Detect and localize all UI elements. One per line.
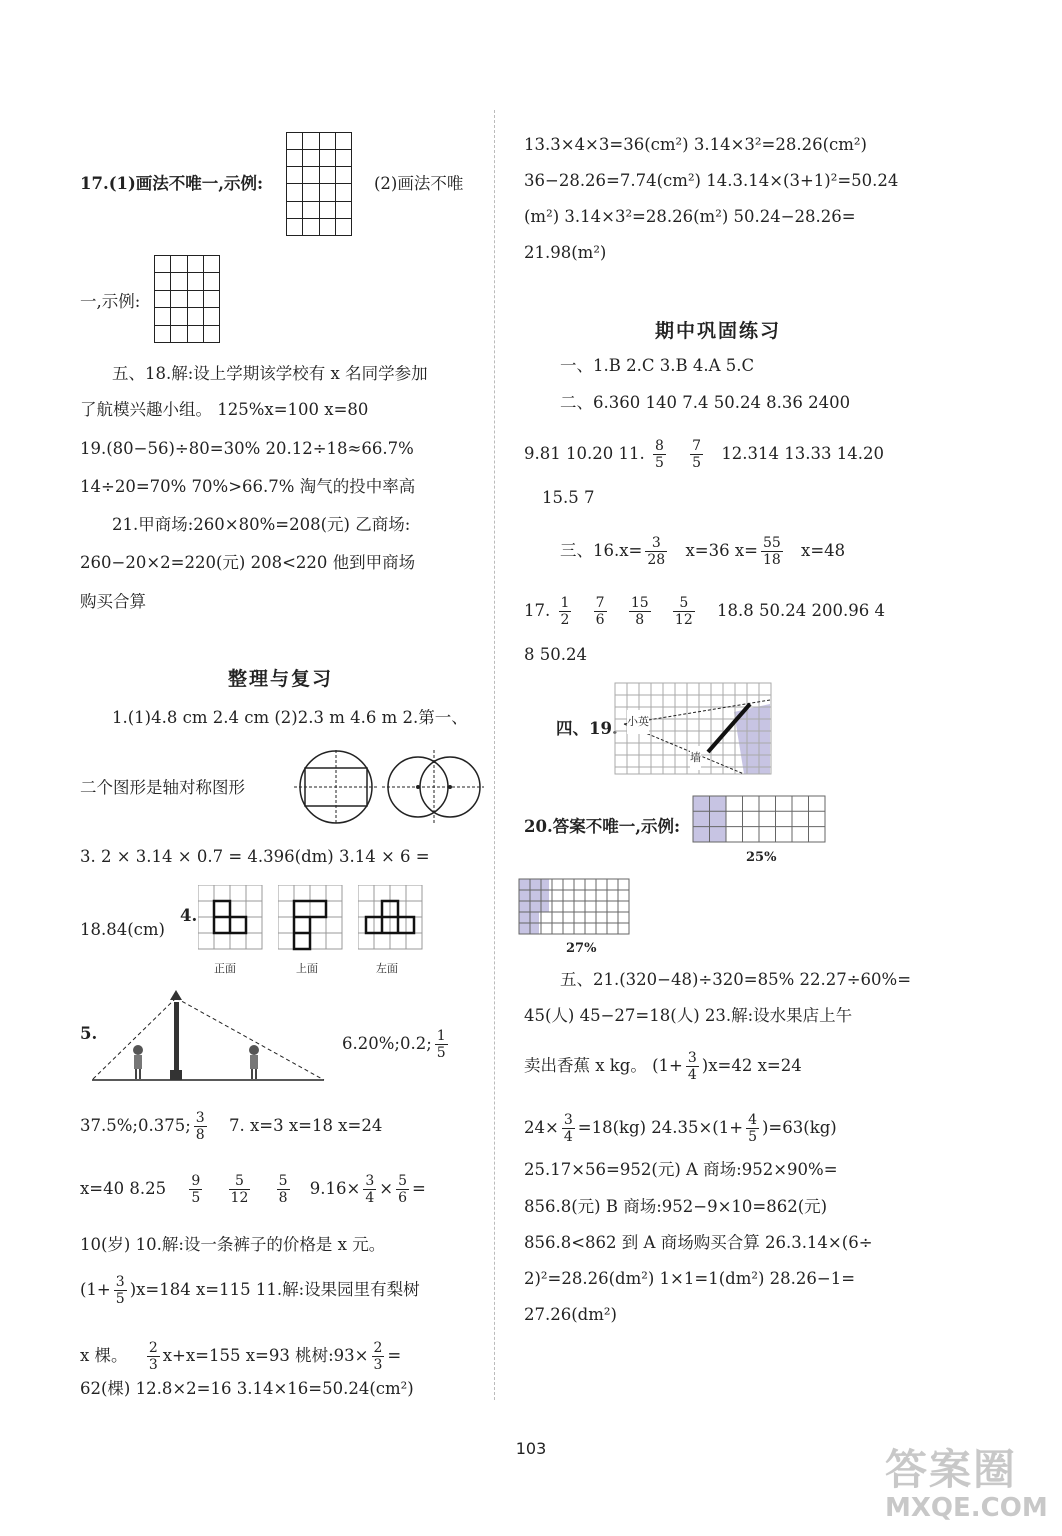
midterm-line-12: 卖出香蕉 x kg。 (1+ $\frac{3}{4}$ )x=42 x=24: [524, 1050, 802, 1083]
percent-grid-25: [692, 795, 826, 843]
review-line-3a: 3. 2 × 3.14 × 0.7 = 4.396(dm) 3.14 × 6 =: [80, 847, 430, 866]
watermark-logo: 答案圈 MXQE.COM: [885, 1445, 1048, 1523]
review-line-6: 6.20%;0.2; $\frac{1}{5}$: [342, 1028, 446, 1061]
percent-grid-27: [518, 878, 630, 936]
q21-line-a: 21.甲商场:260×80%=208(元) 乙商场:: [112, 515, 411, 534]
view-top-label: 上面: [296, 962, 318, 975]
midterm-line-10: 五、21.(320−48)÷320=85% 22.27÷60%=: [560, 970, 912, 989]
midterm-line-16: 856.8<862 到 A 商场购买合算 26.3.14×(6÷: [524, 1233, 873, 1252]
review-line-3b: 18.84(cm): [80, 920, 165, 939]
right-line-1: 13.3×4×3=36(cm²) 3.14×3²=28.26(cm²): [524, 135, 867, 154]
q18-line-b: 了航模兴趣小组。 125%x=100 x=80: [80, 400, 369, 419]
view-front-grid: [198, 885, 264, 951]
review-line-13: 62(棵) 12.8×2=16 3.14×16=50.24(cm²): [80, 1379, 414, 1398]
label-xiaoying: 小英: [627, 710, 649, 734]
q17-line-b: (2)画法不唯: [374, 174, 464, 193]
review-line-7: 37.5%;0.375; $\frac{3}{8}$ 7. x=3 x=18 x=24: [80, 1110, 383, 1143]
q17-grid-2: [154, 255, 220, 343]
midterm-q19-label: 四、19.: [556, 719, 618, 738]
review-line-10: 10(岁) 10.解:设一条裤子的价格是 x 元。: [80, 1235, 386, 1254]
midterm-line-9: 20.答案不唯一,示例:: [524, 817, 681, 836]
review-line-1: 1.(1)4.8 cm 2.4 cm (2)2.3 m 4.6 m 2.第一、: [112, 708, 468, 727]
review-line-2: 二个图形是轴对称图形: [80, 778, 245, 797]
column-divider: [494, 110, 495, 1400]
review-line-8: x=40 8.25 $\frac{9}{5}$ $\frac{5}{12}$ $\frac{5}{8}$ 9.16× $\frac{3}{4}$ × $\frac{5}{6}$ =: [80, 1173, 426, 1206]
midterm-line-6: 17. $\frac{1}{2}$ $\frac{7}{6}$ $\frac{15}{8}$ $\frac{5}{12}$ 18.8 50.24 200.96 4: [524, 595, 885, 628]
q17-line-a: 17.(1)画法不唯一,示例:: [80, 174, 264, 193]
midterm-line-5: 三、16.x= $\frac{3}{28}$ x=36 x= $\frac{55}{18}$ x=48: [560, 535, 846, 568]
q19-line: 19.(80−56)÷80=30% 20.12÷18≈66.7%: [80, 439, 414, 458]
section-heading-review: 整理与复习: [228, 668, 334, 690]
midterm-line-11: 45(人) 45−27=18(人) 23.解:设水果店上午: [524, 1006, 853, 1025]
streetlight-figure: [92, 988, 326, 1083]
page-number: 103: [515, 1439, 547, 1458]
midterm-line-7: 8 50.24: [524, 645, 587, 664]
symmetry-figures: [294, 750, 484, 826]
right-line-2: 36−28.26=7.74(cm²) 14.3.14×(3+1)²=50.24: [524, 171, 899, 190]
q21-line-c: 购买合算: [80, 592, 146, 611]
view-left-grid: [358, 885, 424, 951]
review-q4-label: 4.: [180, 906, 198, 925]
label-wall: 墙: [690, 746, 701, 770]
q18-line-a: 五、18.解:设上学期该学校有 x 名同学参加: [112, 364, 428, 383]
q17-grid-1: [286, 132, 352, 236]
midterm-line-17: 2)²=28.26(dm²) 1×1=1(dm²) 28.26−1=: [524, 1269, 856, 1288]
section-heading-midterm: 期中巩固练习: [655, 320, 782, 342]
midterm-line-4: 15.5 7: [542, 488, 595, 507]
midterm-line-13: 24× $\frac{3}{4}$ =18(kg) 24.35×(1+ $\frac{4}{5}$ )=63(kg): [524, 1112, 837, 1145]
review-line-11: (1+ $\frac{3}{5}$ )x=184 x=115 11.解:设果园里有梨树: [80, 1274, 420, 1307]
view-top-grid: [278, 885, 344, 951]
midterm-line-15: 856.8(元) B 商场:952−9×10=862(元): [524, 1197, 828, 1216]
midterm-line-14: 25.17×56=952(元) A 商场:952×90%=: [524, 1160, 838, 1179]
view-front-label: 正面: [214, 962, 236, 975]
percent-label-27: 27%: [566, 941, 597, 956]
q20-line: 14÷20=70% 70%>66.7% 淘气的投中率高: [80, 477, 416, 496]
midterm-line-2: 二、6.360 140 7.4 50.24 8.36 2400: [560, 393, 851, 412]
percent-label-25: 25%: [746, 850, 777, 865]
midterm-line-1: 一、1.B 2.C 3.B 4.A 5.C: [560, 356, 755, 375]
right-line-4: 21.98(m²): [524, 243, 607, 262]
right-line-3: (m²) 3.14×3²=28.26(m²) 50.24−28.26=: [524, 207, 856, 226]
review-q5-label: 5.: [80, 1024, 98, 1043]
q21-line-b: 260−20×2=220(元) 208<220 他到甲商场: [80, 553, 416, 572]
q17-line-c: 一,示例:: [80, 292, 141, 311]
view-left-label: 左面: [376, 962, 398, 975]
midterm-line-18: 27.26(dm²): [524, 1305, 617, 1324]
midterm-line-3: 9.81 10.20 11. $\frac{8}{5}$ $\frac{7}{5}$ 12.314 13.33 14.20: [524, 438, 885, 471]
review-line-12: x 棵。 $\frac{2}{3}$ x+x=155 x=93 桃树:93× $\frac{2}{3}$ =: [80, 1340, 402, 1373]
